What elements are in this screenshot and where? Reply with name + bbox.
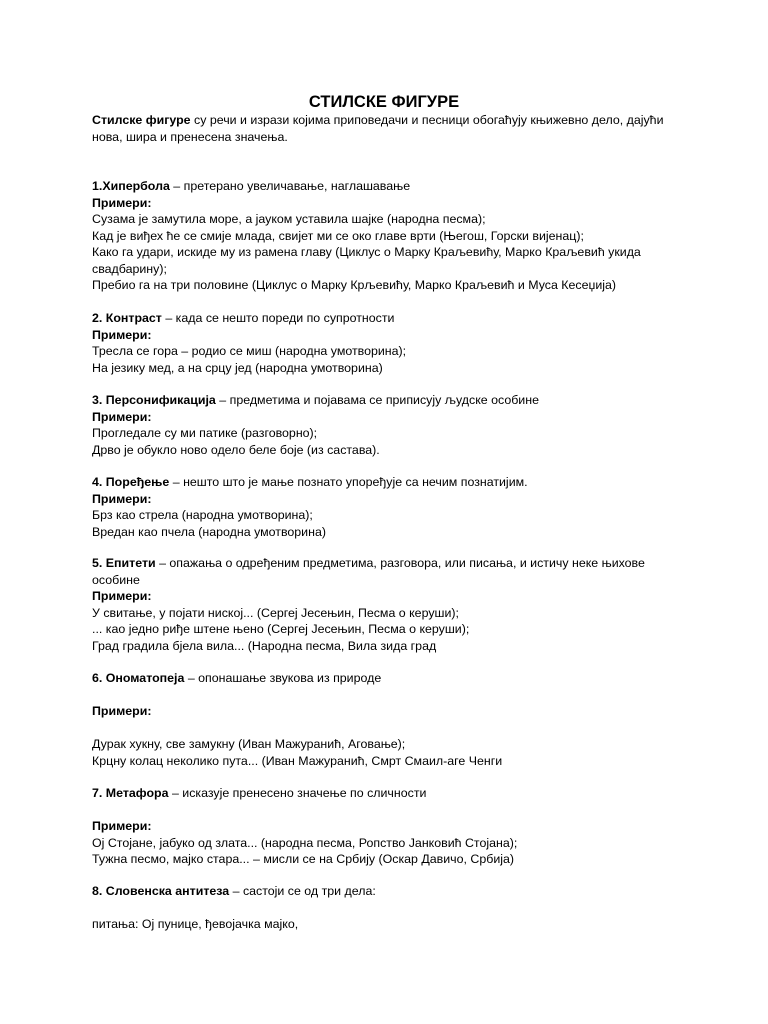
example-line: У свитање, у појати ниској... (Сергеј Јесењин, Песма о керуши); — [92, 605, 459, 620]
section-metaphor — [92, 785, 692, 802]
section-hyperbole — [92, 178, 692, 294]
section-personification — [92, 392, 692, 458]
section-epithets — [92, 555, 692, 654]
example-line: Како га удари, искиде му из рамена главу (Циклус о Марку Краљевићу, Марко Краљевић укида свадбарину); — [92, 245, 641, 276]
intro-term: Стилске фигуре — [92, 113, 191, 127]
example-line: Пребио га на три половине (Циклус о Марку Крљевићу, Марко Краљевић и Муса Кесеџија) — [92, 278, 617, 292]
section-onomatopoeia-lines — [92, 736, 692, 769]
example-line: Дурак хукну, све замукну (Иван Мажуранић, Аговање); — [92, 737, 406, 751]
examples-label: Примери: — [92, 819, 152, 833]
section-heading: 3. Персонификација – предметима и појавама се приписују људске особине — [92, 393, 539, 407]
examples-label: Примери: — [92, 704, 152, 718]
example-line: Крцну колац неколико пута... (Иван Мажуранић, Смрт Смаил-аге Ченги — [92, 753, 503, 768]
examples-label: Примери: — [92, 327, 152, 342]
example-line: Дрво је обукло ново одело беле боје (из састава). — [92, 442, 380, 457]
examples-label: Примери: — [92, 409, 152, 424]
example-line: На језику мед, а на срцу јед (народна умотворина) — [92, 360, 383, 375]
section-heading: 4. Поређење – нешто што је мање познато упоређује са нечим познатијим. — [92, 475, 528, 489]
section-onomatopoeia-examples — [92, 703, 692, 720]
example-line: Тресла се гора – родио се миш (народна умотворина); — [92, 344, 407, 358]
section-metaphor-examples — [92, 818, 692, 868]
example-line: Град градила бјела вила... (Народна песма, Вила зида град — [92, 638, 437, 653]
section-heading: 6. Ономатопеја – опонашање звукова из природе — [92, 671, 382, 685]
example-line: Кад је виђех ће се смије млада, свијет ми се око главе врти (Његош, Горски вијенац); — [92, 228, 584, 243]
example-line: питања: Ој пунице, ђевојачка мајко, — [92, 917, 299, 931]
section-onomatopoeia — [92, 670, 692, 687]
example-line: Прогледале су ми патике (разговорно); — [92, 426, 318, 440]
example-line: Сузама је замутила море, а јауком уставила шајке (народна песма); — [92, 212, 486, 226]
section-heading: 2. Контраст – када се нешто пореди по супротности — [92, 311, 395, 325]
section-heading: 8. Словенска антитеза – састоји се од три дела: — [92, 884, 376, 898]
examples-label: Примери: — [92, 491, 152, 506]
section-slavic-antithesis-lines — [92, 916, 692, 933]
page-title: СТИЛСКЕ ФИГУРЕ — [308, 93, 460, 111]
section-contrast — [92, 310, 692, 376]
example-line: Ој Стојане, јабуко од злата... (народна песма, Ропство Јанковић Стојана); — [92, 835, 518, 850]
examples-label: Примери: — [92, 195, 152, 210]
section-heading: 1.Хипербола – претерано увеличавање, наглашавање — [92, 179, 411, 193]
section-slavic-antithesis — [92, 883, 692, 900]
section-heading: 7. Метафора – исказује пренесено значење по сличности — [92, 786, 427, 800]
example-line: Тужна песмо, мајко стара... – мисли се на Србију (Оскар Давичо, Србија) — [92, 852, 515, 866]
examples-label: Примери: — [92, 589, 152, 603]
section-heading: 5. Епитети – опажања о одређеним предметима, разговора, или писања, и истичу неке њихове особине — [92, 556, 645, 587]
section-comparison — [92, 474, 692, 540]
intro-paragraph — [92, 112, 692, 145]
example-line: Вредан као пчела (народна умотворина) — [92, 524, 326, 539]
intro-text: су речи и изрази којима приповедачи и песници обогаћују књижевно дело, дајући нова, шира и пренесена значења. — [92, 113, 664, 144]
example-line: ... као једно риђе штене њено (Сергеј Јесењин, Песма о керуши); — [92, 622, 470, 636]
example-line: Брз као стрела (народна умотворина); — [92, 508, 313, 522]
